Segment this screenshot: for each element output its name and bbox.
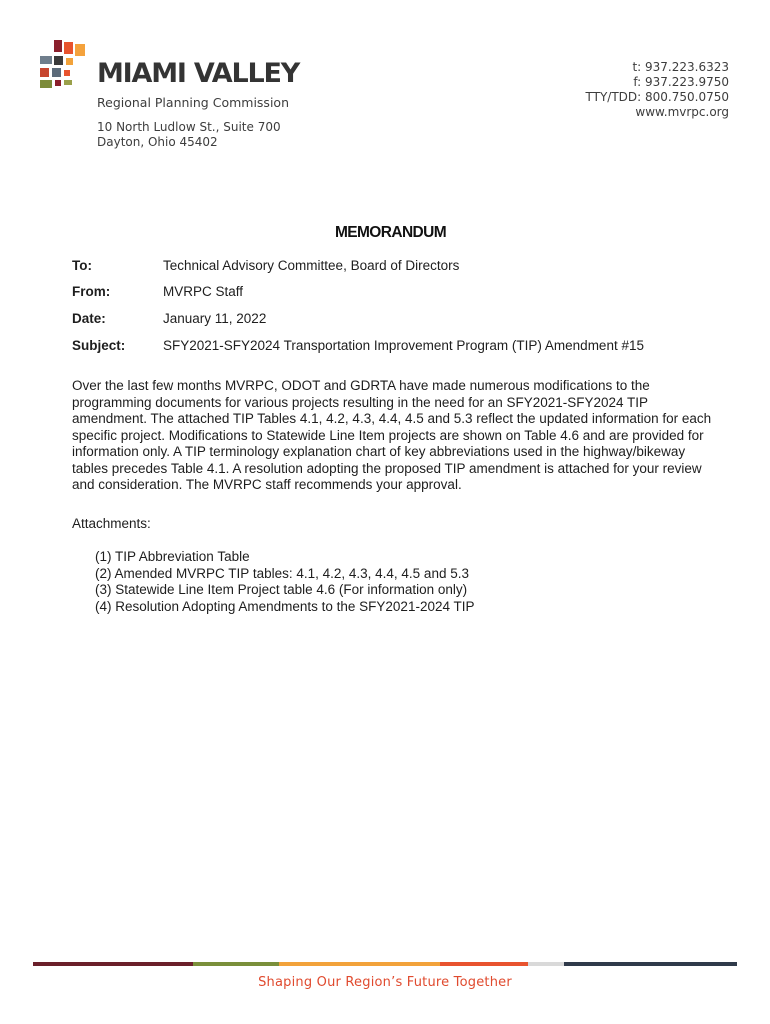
footer-bar-segment [440,962,528,966]
organization-name: MIAMI VALLEY [97,58,300,89]
contact-info [586,60,729,120]
from-label: From: [72,284,111,299]
address-street: 10 North Ludlow St., Suite 700 [97,120,281,134]
mailing-address [97,120,281,150]
subject-label: Subject: [72,338,126,353]
attachment-item: (4) Resolution Adopting Amendments to the SFY2021-2024 TIP [95,598,475,614]
tty-number: TTY/TDD: 800.750.0750 [585,90,729,104]
from-value: MVRPC Staff [163,284,244,299]
memo-title: MEMORANDUM [334,224,447,241]
footer-bar-segment [33,962,193,966]
attachment-item: (1) TIP Abbreviation Table [95,549,250,564]
footer-bar-segment [193,962,279,966]
footer-bar-segment [279,962,440,966]
footer-bar-segment [564,962,737,966]
website-link[interactable]: www.mvrpc.org [635,105,729,119]
attachment-item: (3) Statewide Line Item Project table 4.6 (For information only) [95,582,468,597]
address-city: Dayton, Ohio 45402 [97,135,218,149]
subject-value: SFY2021-SFY2024 Transportation Improvement Program (TIP) Amendment #15 [163,338,644,353]
fax-number: f: 937.223.9750 [633,75,729,89]
attachments-heading: Attachments: [72,516,151,531]
footer-color-bar [33,962,737,966]
footer-bar-segment [528,962,564,966]
date-value: January 11, 2022 [163,311,267,326]
phone-number: t: 937.223.6323 [632,60,729,74]
date-label: Date: [72,311,106,326]
to-value: Technical Advisory Committee, Board of Directors [163,258,460,273]
organization-subtitle: Regional Planning Commission [97,95,289,110]
to-label: To: [72,258,92,273]
mvrpc-logo-icon [40,40,92,92]
attachment-item: (2) Amended MVRPC TIP tables: 4.1, 4.2, 4.3, 4.4, 4.5 and 5.3 [95,565,469,581]
attachments-list [95,549,474,615]
footer-tagline: Shaping Our Region’s Future Together [258,975,512,990]
memo-body: Over the last few months MVRPC, ODOT and GDRTA have made numerous modifications to the programming documents for various projects resulting in the need for an SFY2021-SFY2024 TIP amendment. The attached TIP Tables 4.1, 4.2, 4.3, 4.4, 4.5 and 5.3 reflect the updated information for each specific project. Modifications to Statewide Line Item projects are shown on Table 4.6 and are provided for information only. A TIP terminology explanation chart of key abbreviations used in the highway/bikeway tables precedes Table 4.1. A resolution adopting the proposed TIP amendment is attached for your review and consideration. The MVRPC staff recommends your approval. [72,378,712,492]
